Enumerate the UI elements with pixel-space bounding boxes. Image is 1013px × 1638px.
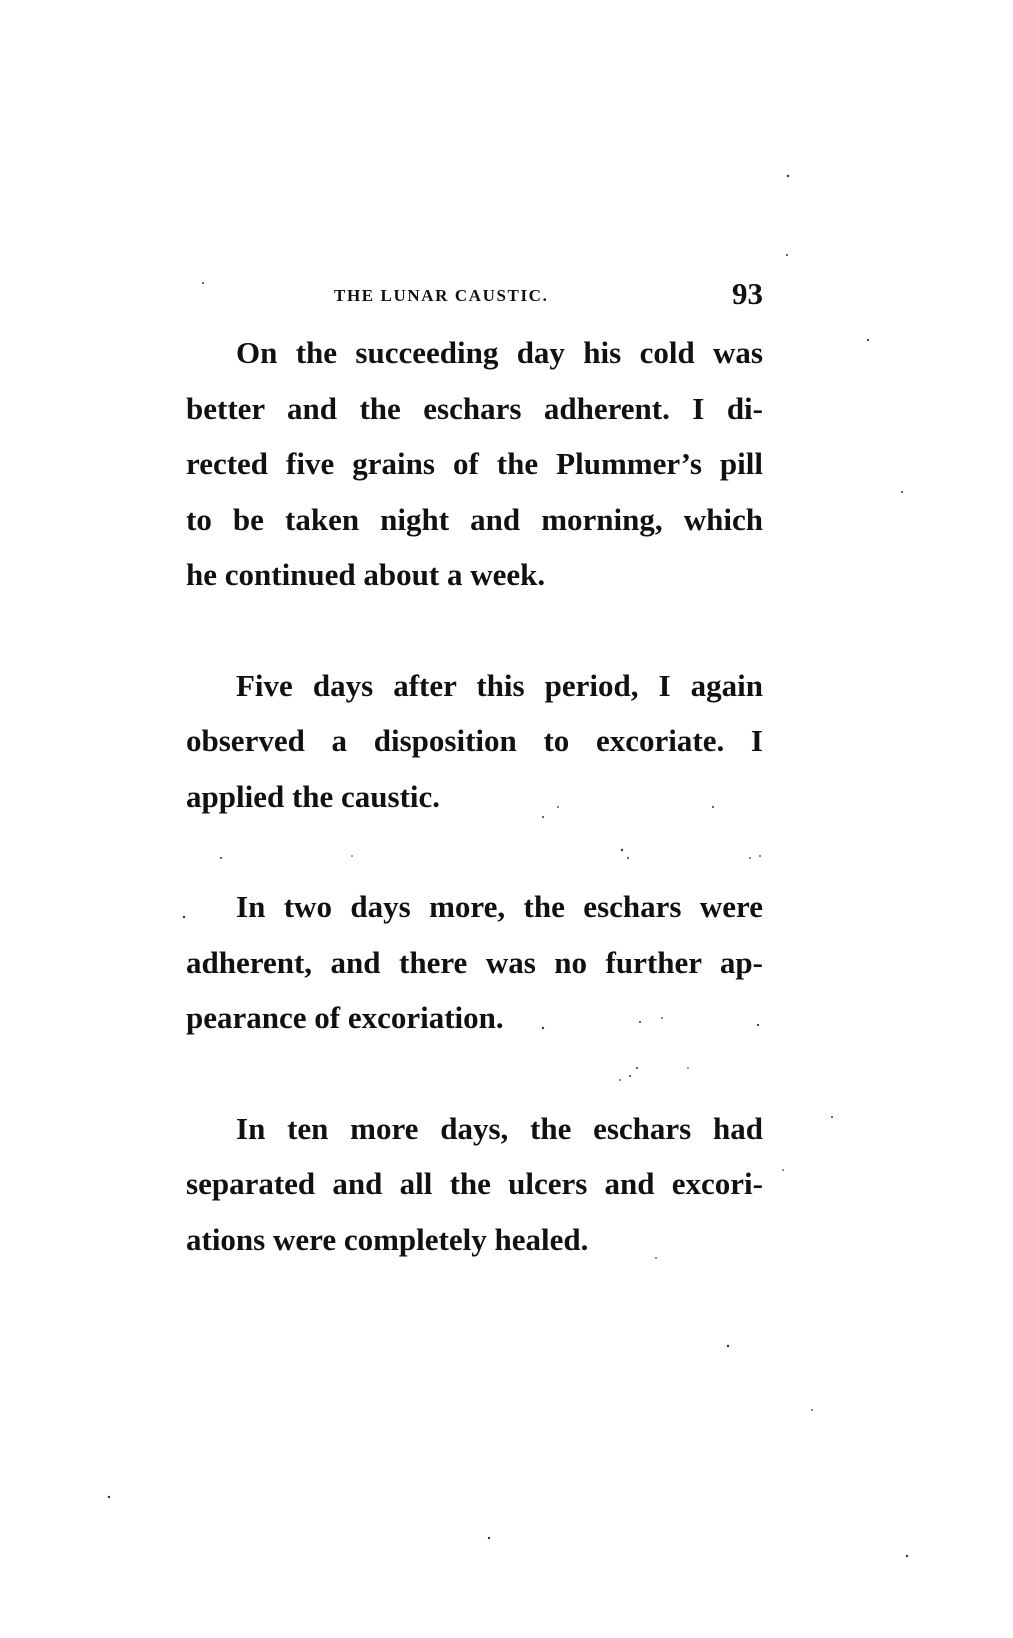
text-line: rected five grains of the Plummer’s pill	[186, 446, 763, 481]
text-line: pearance of excoriation.	[186, 1000, 504, 1035]
text-line: Five days after this period, I again	[236, 667, 763, 703]
page-number: 93	[732, 276, 763, 311]
text-line: adherent, and there was no further ap-	[186, 944, 763, 980]
text-line: better and the eschars adherent. I di-	[186, 390, 763, 426]
running-head: THE LUNAR CAUSTIC.	[334, 286, 549, 305]
text-line: In ten more days, the eschars had	[236, 1110, 763, 1146]
text-line: he continued about a week.	[186, 557, 546, 592]
text-line: In two days more, the eschars were	[236, 889, 763, 924]
text-line: separated and all the ulcers and excori-	[186, 1166, 763, 1201]
text-line: to be taken night and morning, which	[186, 501, 763, 537]
text-line: ations were completely healed.	[186, 1221, 589, 1257]
text-line: observed a disposition to excoriate. I	[186, 723, 763, 758]
text-line: On the succeeding day his cold was	[236, 335, 763, 370]
text-line: applied the caustic.	[186, 778, 441, 814]
